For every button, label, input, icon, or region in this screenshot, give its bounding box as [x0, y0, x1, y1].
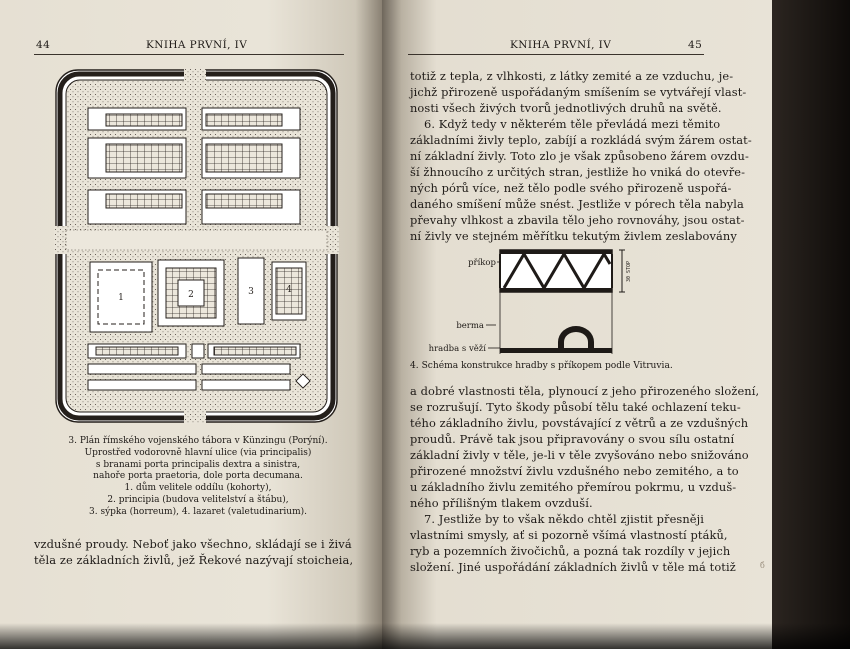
margin-mark: б: [760, 561, 765, 570]
berm-label: berma: [456, 321, 484, 331]
caption-line: 3. Plán římského vojenského tábora v Künzingu (Porýní).: [68, 436, 328, 446]
text-line: proudů. Právě tak jsou připravovány o svou sílu ostatní: [410, 432, 735, 446]
left-page: [0, 0, 382, 649]
moat-label: příkop: [468, 258, 496, 268]
caption-line: 3. sýpka (horreum), 4. lazaret (valetudinarium).: [89, 506, 307, 517]
scale-label: 30 STOP: [626, 260, 632, 282]
text-line: tého základního živlu, povstávající z větrů a ze vzdušných: [410, 416, 749, 430]
text-line: ní základní živly. Toto zlo je však způsobeno žárem ovzdu-: [410, 149, 749, 163]
plan-caption: [58, 436, 338, 519]
text-line: převahy vlhkost a zbavila tělo jeho rovnováhy, jsou ostat-: [410, 213, 745, 227]
caption-line: 1. dům velitele oddílu (kohorty),: [124, 483, 272, 494]
caption-line: s branami porta principalis dextra a sinistra,: [95, 459, 301, 470]
header-rule-right: [408, 54, 704, 55]
caption-line: nahoře porta praetoria, dole porta decumana.: [93, 471, 303, 482]
book-edge: [772, 0, 850, 649]
text-line: daného smíšení může snést. Jestliže v pórech těla nabyla: [410, 197, 744, 211]
header-rule-left: [34, 54, 344, 55]
text-line: přirozené množství živlu vzdušného nebo zemitého, a to: [410, 464, 739, 478]
page-number-right: 45: [688, 39, 703, 51]
text-line: totiž z tepla, z vlhkosti, z látky zemité a ze vzduchu, je-: [410, 69, 734, 83]
text-line: základními živly teplo, zabíjí a rozkládá svým žárem ostat-: [410, 133, 752, 147]
text-line: u základního živlu zemitého přemírou pokrmu, u vzduš-: [410, 480, 737, 494]
text-line: a dobré vlastnosti těla, plynoucí z jeho přirozeného složení,: [410, 384, 760, 398]
text-line: ryb a pozemních živočichů, a pozná tak rozdíly v jejich: [410, 544, 731, 558]
page-number-left: 44: [36, 39, 51, 51]
running-head-left: KNIHA PRVNÍ, IV: [146, 39, 248, 51]
text-line: 7. Jestliže by to však někdo chtěl zjistit přesněji: [424, 512, 705, 526]
text-line: ní živly ve stejném měřítku tekutým živlem zeslabovány: [410, 229, 737, 243]
text-line: těla ze základních živlů, jež Řekové nazývají stoicheia,: [34, 553, 354, 567]
text-line: vzdušné proudy. Neboť jako všechno, skládají se i živá: [34, 537, 352, 551]
plan-label-3: 3: [248, 287, 254, 297]
wall-label: hradba s věží: [428, 344, 486, 354]
plan-label-4: 4: [286, 285, 292, 295]
caption-line: Uprostřed vodorovně hlavní ulice (via principalis): [84, 447, 312, 458]
text-line: ší žhnoucího z určitých stran, jestliže ho vniká do otevře-: [410, 165, 746, 179]
text-line: se rozrušují. Tyto škody působí tělu také ochlazení teku-: [410, 400, 741, 414]
running-head-right: KNIHA PRVNÍ, IV: [510, 39, 612, 51]
text-line: vlastními smysly, ať si pozorně všímá vlastností ptáků,: [410, 528, 728, 542]
wall-and-moat-diagram: [404, 238, 664, 363]
plan-label-1: 1: [118, 293, 124, 303]
text-line: ného přílišným tlakem ovzduší.: [410, 496, 593, 510]
plan-label-2: 2: [188, 290, 194, 300]
text-line: základní živly v těle, je-li v těle zvyšováno nebo snižováno: [410, 448, 749, 462]
caption-line: 2. principia (budova velitelství a štábu),: [107, 494, 289, 505]
text-line: nosti všech živých tvorů jednotlivých druhů na světě.: [410, 101, 722, 115]
text-line: 6. Když tedy v některém těle převládá mezi těmito: [424, 117, 721, 131]
bottom-shadow: [0, 623, 850, 649]
text-line: ných pórů více, než tělo podle svého přirozeně uspořá-: [410, 181, 732, 195]
roman-camp-plan: [54, 68, 339, 424]
diagram-caption: 4. Schéma konstrukce hradby s příkopem podle Vitruvia.: [410, 361, 673, 371]
text-line: jichž přirozeně uspořádaným smíšením se vytvářejí vlast-: [410, 85, 747, 99]
text-line: složení. Jiné uspořádání základních živlů v těle má totiž: [410, 560, 736, 574]
